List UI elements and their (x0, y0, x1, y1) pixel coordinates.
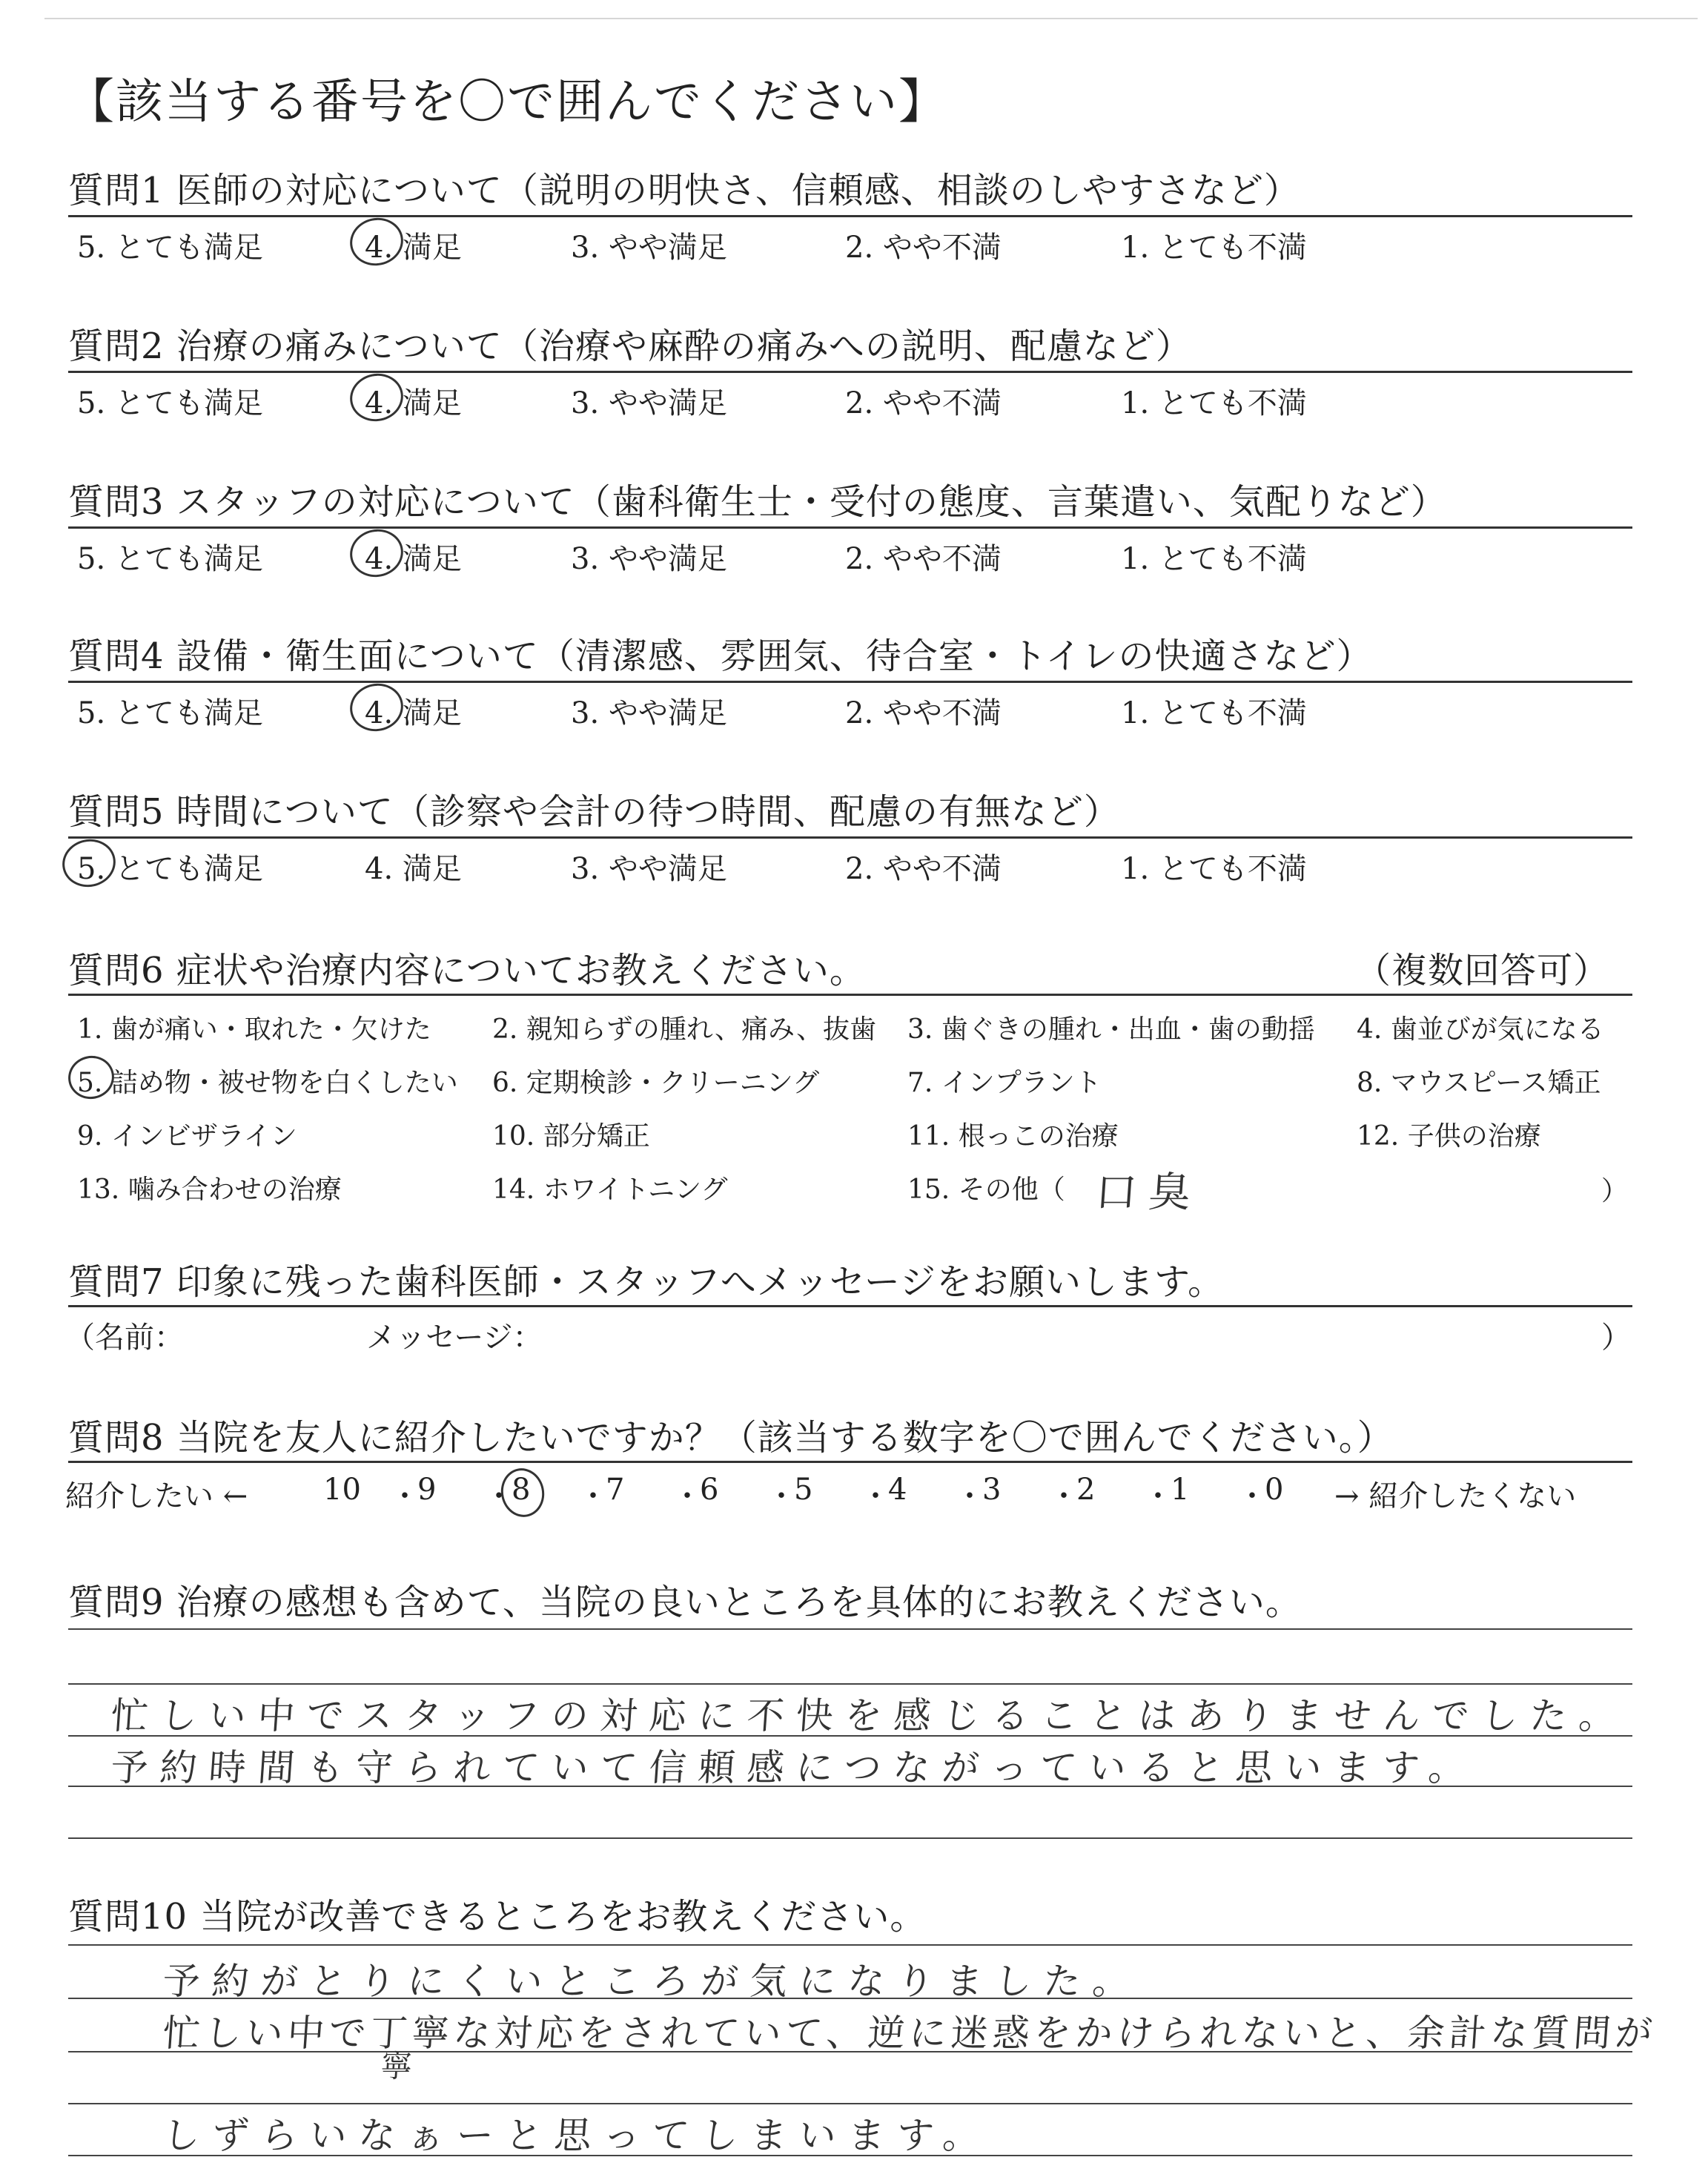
question-3-title: 質問3 スタッフの対応について（歯科衛生士・受付の態度、言葉遣い、気配りなど） (68, 481, 1447, 523)
symptom-option[interactable]: 11. 根っこの治療 (907, 1121, 1119, 1152)
rating-option[interactable]: 2. やや不満 (845, 542, 1002, 576)
rating-option[interactable]: 4. 満足 (365, 852, 462, 886)
message-label: メッセージ： (366, 1321, 543, 1355)
scale-separator: ・ (1143, 1479, 1173, 1513)
question-6-rule (68, 994, 1632, 996)
scale-separator: ・ (861, 1479, 890, 1513)
scale-number[interactable]: 7 (606, 1473, 625, 1507)
scale-number[interactable]: 6 (700, 1473, 719, 1507)
rating-option[interactable]: 5. とても満足 (77, 542, 263, 576)
writing-line (68, 1683, 1632, 1685)
scale-separator: ・ (672, 1479, 702, 1513)
scale-number[interactable]: 3 (982, 1473, 1002, 1507)
improvement-comment-line-2: 忙しい中で丁寧な対応をされていて、逆に迷惑をかけられないと、余計な質問が (161, 2012, 1658, 2055)
rating-option[interactable]: 3. やや満足 (571, 696, 727, 730)
rating-option[interactable]: 5. とても満足 (77, 231, 263, 265)
handwritten-correction: 寧 (380, 2048, 426, 2084)
symptom-option[interactable]: 5. 詰め物・被せ物を白くしたい (77, 1068, 458, 1098)
scale-number[interactable]: 4 (888, 1473, 907, 1507)
multiple-answers-note: （複数回答可） (1355, 950, 1610, 991)
symptom-option[interactable]: 8. マウスピース矯正 (1357, 1068, 1601, 1098)
other-handwritten: 口臭 (1093, 1169, 1204, 1217)
rating-option[interactable]: 2. やや不満 (845, 231, 1002, 265)
rating-option[interactable]: 1. とても不満 (1121, 386, 1307, 420)
question-4-title: 質問4 設備・衛生面について（清潔感、雰囲気、待合室・トイレの快適さなど） (68, 635, 1373, 677)
improvement-comment-line-3: しずらいなぁーと思ってしまいます。 (161, 2114, 993, 2157)
rating-option[interactable]: 3. やや満足 (571, 386, 727, 420)
symptom-option[interactable]: 13. 噛み合わせの治療 (77, 1175, 342, 1205)
scale-separator: ・ (1237, 1479, 1267, 1513)
message-close-paren: ） (1601, 1321, 1631, 1355)
rating-option[interactable]: 5. とても満足 (77, 852, 263, 886)
symptom-option[interactable]: 12. 子供の治療 (1357, 1121, 1541, 1152)
symptom-option[interactable]: 9. インビザライン (77, 1121, 297, 1152)
symptom-option[interactable]: 2. 親知らずの腫れ、痛み、抜歯 (492, 1014, 877, 1045)
page-heading: 【該当する番号を〇で囲んでください】 (67, 75, 947, 130)
question-7-title: 質問7 印象に残った歯科医師・スタッフへメッセージをお願いします。 (68, 1261, 1225, 1303)
scale-separator: ・ (578, 1479, 608, 1513)
question-8-rule (68, 1461, 1632, 1463)
question-5-title: 質問5 時間について（診察や会計の待つ時間、配慮の有無など） (68, 791, 1120, 833)
improvement-comment-line-1: 予約がとりにくいところが気になりました。 (161, 1960, 1143, 2003)
scale-separator: ・ (1049, 1479, 1079, 1513)
rating-option[interactable]: 1. とても不満 (1121, 542, 1307, 576)
symptom-option[interactable]: 15. その他（ (907, 1175, 1065, 1205)
positive-comment-line-2: 予約時間も守られていて信頼感につながっていると思います。 (109, 1746, 1479, 1789)
scale-number[interactable]: 0 (1265, 1473, 1284, 1507)
scale-number[interactable]: 2 (1076, 1473, 1096, 1507)
rating-option[interactable]: 4. 満足 (365, 231, 462, 265)
rating-option[interactable]: 4. 満足 (365, 542, 462, 576)
question-4-rule (68, 681, 1632, 683)
scale-number[interactable]: 8 (512, 1473, 531, 1507)
symptom-option[interactable]: 4. 歯並びが気になる (1357, 1014, 1604, 1045)
rating-option[interactable]: 1. とても不満 (1121, 852, 1307, 886)
question-10-title: 質問10 当院が改善できるところをお教えください。 (68, 1896, 927, 1938)
question-7-rule (68, 1305, 1632, 1307)
writing-line (68, 1944, 1632, 1946)
writing-line (68, 2103, 1632, 2104)
question-6-title: 質問6 症状や治療内容についてお教えください。 (68, 950, 866, 991)
scale-number[interactable]: 9 (417, 1473, 437, 1507)
other-close-paren: ） (1601, 1176, 1629, 1206)
question-2-rule (68, 371, 1632, 373)
scale-number[interactable]: 10 (323, 1473, 361, 1507)
writing-line (68, 1628, 1632, 1630)
question-3-rule (68, 526, 1632, 529)
symptom-option[interactable]: 1. 歯が痛い・取れた・欠けた (77, 1014, 431, 1045)
question-1-title: 質問1 医師の対応について（説明の明快さ、信頼感、相談のしやすさなど） (68, 170, 1300, 211)
symptom-option[interactable]: 14. ホワイトニング (492, 1175, 728, 1205)
rating-option[interactable]: 5. とても満足 (77, 696, 263, 730)
question-2-title: 質問2 治療の痛みについて（治療や麻酔の痛みへの説明、配慮など） (68, 326, 1192, 367)
rating-option[interactable]: 3. やや満足 (571, 852, 727, 886)
rating-option[interactable]: 3. やや満足 (571, 231, 727, 265)
symptom-option[interactable]: 10. 部分矯正 (492, 1121, 650, 1152)
symptom-option[interactable]: 6. 定期検診・クリーニング (492, 1068, 820, 1098)
rating-option[interactable]: 2. やや不満 (845, 386, 1002, 420)
recommend-left-label: 紹介したい ← (65, 1479, 248, 1513)
scale-separator: ・ (955, 1479, 984, 1513)
scale-separator: ・ (484, 1479, 514, 1513)
rating-option[interactable]: 5. とても満足 (77, 386, 263, 420)
top-border (44, 18, 1698, 19)
recommend-right-label: → 紹介したくない (1334, 1479, 1577, 1513)
rating-option[interactable]: 1. とても不満 (1121, 231, 1307, 265)
positive-comment-line-1: 忙しい中でスタッフの対応に不快を感じることはありませんでした。 (109, 1694, 1629, 1737)
rating-option[interactable]: 2. やや不満 (845, 696, 1002, 730)
scale-number[interactable]: 5 (794, 1473, 813, 1507)
question-8-title: 質問8 当院を友人に紹介したいですか？（該当する数字を〇で囲んでください。） (68, 1417, 1394, 1459)
rating-option[interactable]: 2. やや不満 (845, 852, 1002, 886)
scale-number[interactable]: 1 (1171, 1473, 1190, 1507)
rating-option[interactable]: 3. やや満足 (571, 542, 727, 576)
rating-option[interactable]: 4. 満足 (365, 696, 462, 730)
question-5-rule (68, 836, 1632, 839)
question-1-rule (68, 215, 1632, 217)
name-label: （名前： (65, 1321, 184, 1355)
symptom-option[interactable]: 7. インプラント (907, 1068, 1102, 1098)
writing-line (68, 1837, 1632, 1839)
rating-option[interactable]: 4. 満足 (365, 386, 462, 420)
rating-option[interactable]: 1. とても不満 (1121, 696, 1307, 730)
question-9-title: 質問9 治療の感想も含めて、当院の良いところを具体的にお教えください。 (68, 1582, 1302, 1623)
symptom-option[interactable]: 3. 歯ぐきの腫れ・出血・歯の動揺 (907, 1014, 1315, 1045)
scale-separator: ・ (390, 1479, 420, 1513)
scale-separator: ・ (767, 1479, 796, 1513)
